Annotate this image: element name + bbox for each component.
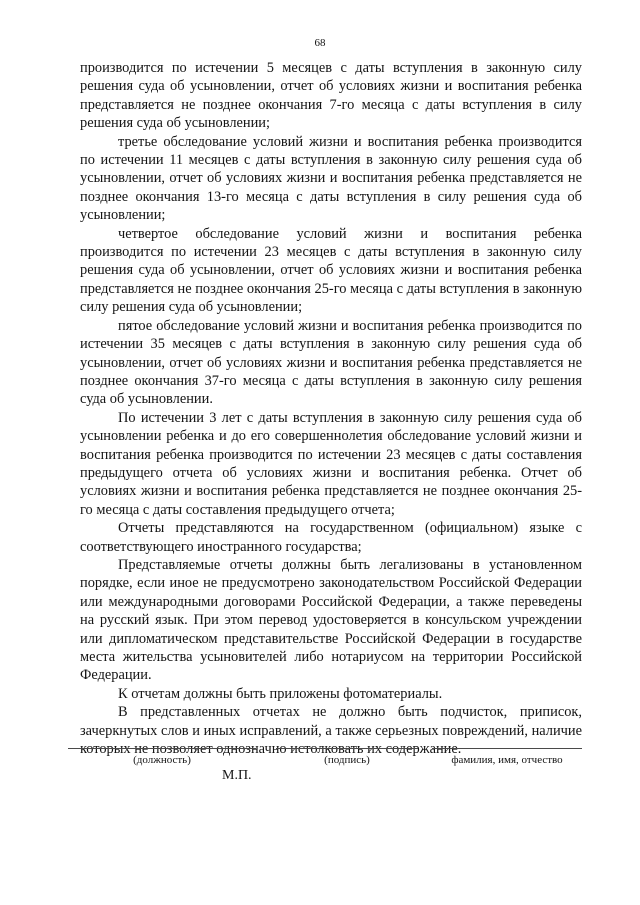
paragraph-after-three-years: По истечении 3 лет с даты вступления в законную силу решения суда об усыновлении ребенка и до его совершеннолетия обследование условий жизни и воспитания ребенка производится по истечении 23 месяцев с даты составления предыдущего отчета об условиях жизни и воспитания ребенка. Отчет об условиях жизни и воспитания ребенка представляется не позднее окончания 25-го месяца с даты составления предыдущего отчета; xyxy=(80,409,582,518)
document-body xyxy=(80,59,582,758)
paragraph-third-inspection: третье обследование условий жизни и воспитания ребенка производится по истечении 11 месяцев с даты вступления в законную силу решения суда об усыновлении, отчет об условиях жизни и воспитания ребенка представляется не позднее окончания 13-го месяца с даты вступления в силу решения суда об усыновлении; xyxy=(80,133,582,224)
full-name-caption: фамилия, имя, отчество xyxy=(451,754,563,766)
position-signature-line xyxy=(68,748,256,749)
paragraph-reports-language: Отчеты представляются на государственном (официальном) языке с соответствующего иностранного государства; xyxy=(80,520,582,555)
paragraph-legalization: Представляемые отчеты должны быть легализованы в установленном порядке, если иное не предусмотрено законодательством Российской Федерации или международными договорами Российской Федерации, а также переведены на русский язык. При этом перевод удостоверяется в консульском учреждении или дипломатическом представительстве Российской Федерации в государстве места жительства усыновителей либо нотариусом на территории Российской Федерации. xyxy=(80,556,582,684)
page-number: 68 xyxy=(314,37,326,49)
paragraph-no-corrections: В представленных отчетах не должно быть подчисток, приписок, зачеркнутых слов и иных исправлений, а также серьезных повреждений, наличие которых не позволяет однозначно истолковать их содержание. xyxy=(80,704,582,758)
paragraph-fourth-inspection: четвертое обследование условий жизни и воспитания ребенка производится по истечении 23 месяцев с даты вступления в законную силу решения суда об усыновлении, отчет об условиях жизни и воспитания ребенка представляется не позднее окончания 25-го месяца с даты вступления в законную силу решения суда об усыновлении; xyxy=(80,225,583,316)
signature-caption: (подпись) xyxy=(324,754,370,766)
full-name-signature-line xyxy=(432,748,582,749)
paragraph-second-inspection-tail: производится по истечении 5 месяцев с даты вступления в законную силу решения суда об усыновлении, отчет об условиях жизни и воспитания ребенка представляется не позднее окончания 7-го месяца с даты вступления в силу решения суда об усыновлении; xyxy=(80,60,582,132)
paragraph-fifth-inspection: пятое обследование условий жизни и воспитания ребенка производится по истечении 35 месяцев с даты вступления в законную силу решения суда об усыновлении, отчет об условиях жизни и воспитания ребенка представляется не позднее окончания 37-го месяца с даты вступления в законную силу решения суда об усыновлении. xyxy=(80,317,582,408)
position-caption: (должность) xyxy=(133,754,191,766)
signature-line xyxy=(276,748,418,749)
paragraph-photos: К отчетам должны быть приложены фотоматериалы. xyxy=(118,685,443,702)
stamp-placeholder: М.П. xyxy=(222,768,252,783)
